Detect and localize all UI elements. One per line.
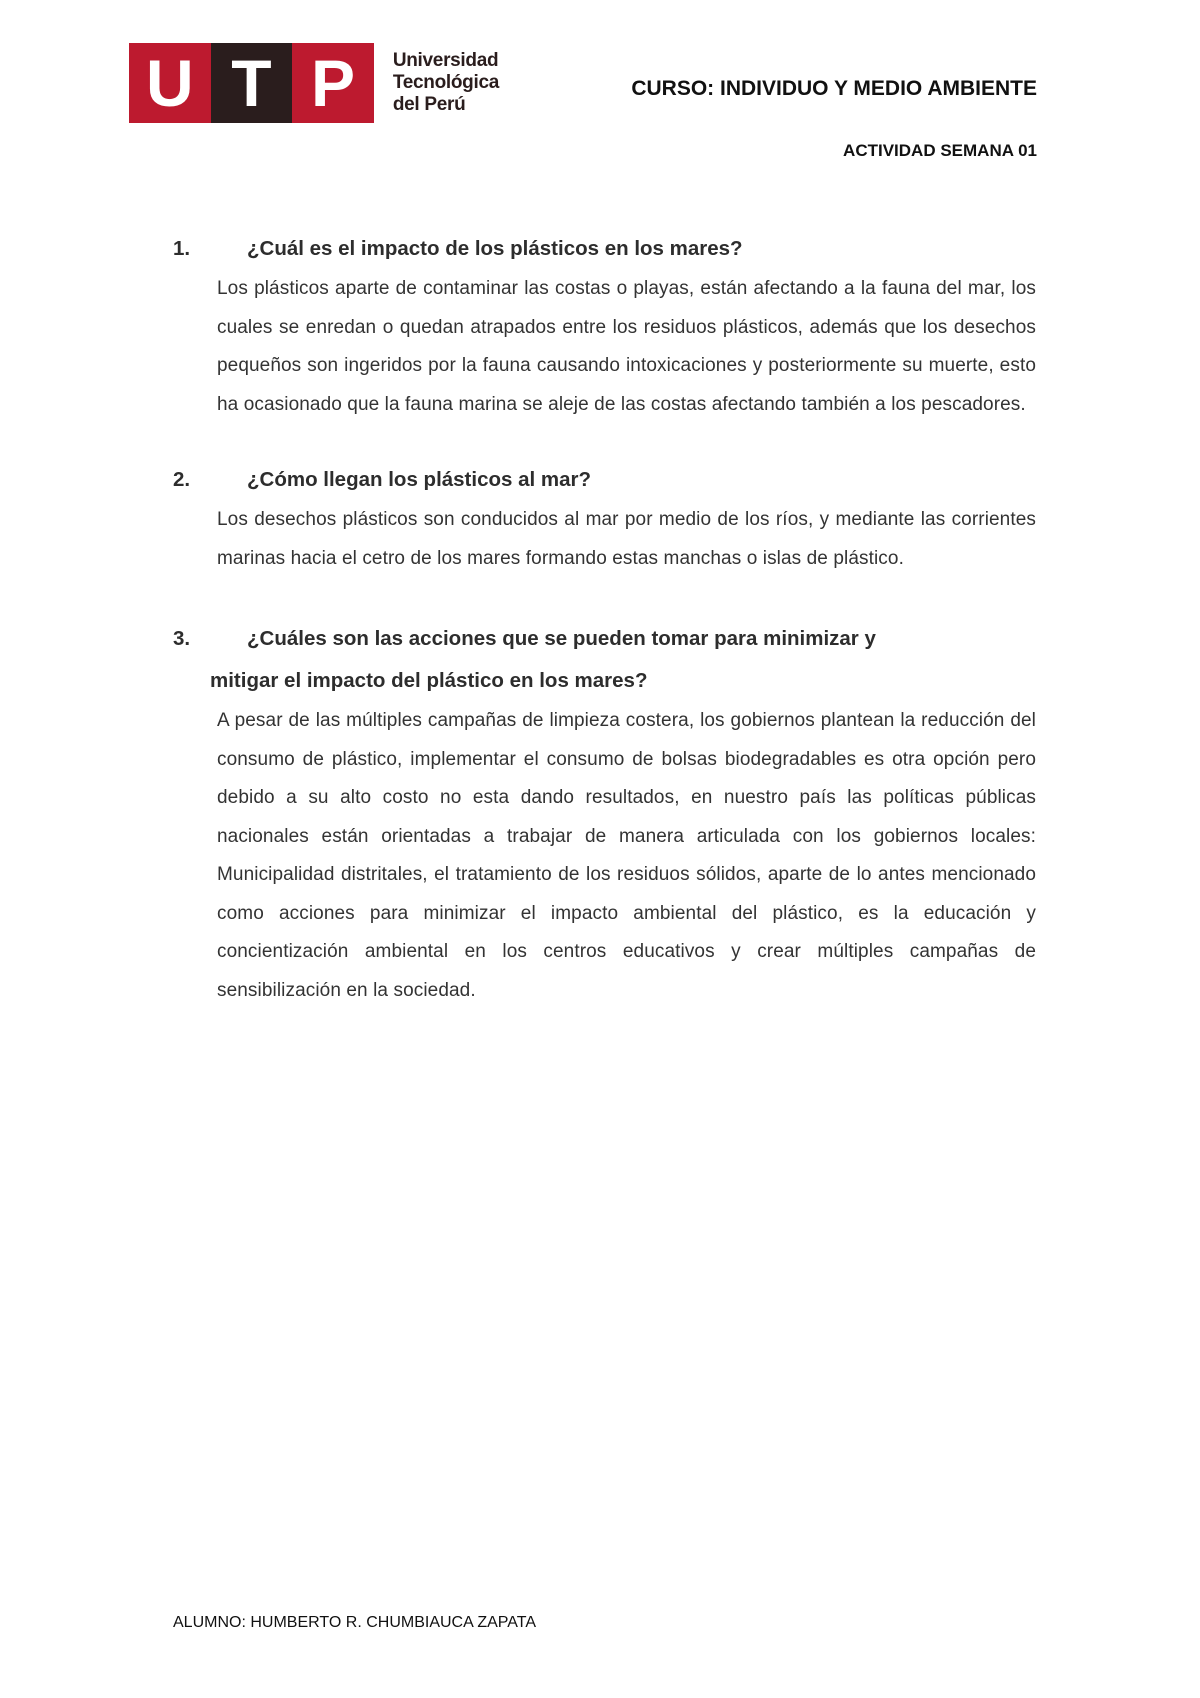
answer-2: Los desechos plásticos son conducidos al mar por medio de los ríos, y mediante las corrientes marinas hacia el cetro de los mares formando estas manchas o islas de plástico. — [217, 509, 1036, 569]
question-2 — [173, 459, 1036, 501]
logo-letter-u: U — [129, 43, 211, 123]
document-body — [173, 228, 1036, 1010]
answer-3: A pesar de las múltiples campañas de limpieza costera, los gobiernos plantean la reducción del consumo de plástico, implementar el consumo de bolsas biodegradables es otra opción pero debido a su alto costo no esta dando resultados, en nuestro país las políticas públicas nacionales están orientadas a trabajar de manera articulada con los gobiernos locales: Municipalidad distritales, el tratamiento de los residuos sólidos, aparte de lo antes mencionado como acciones para minimizar el impacto ambiental del plástico, es la educación y concientización ambiental en los centros educativos y crear múltiples campañas de sensibilización en la sociedad. — [217, 710, 1036, 1001]
question-3-text-line-1: ¿Cuáles son las acciones que se pueden tomar para minimizar y — [247, 627, 876, 650]
question-3 — [173, 618, 1036, 660]
logo-name-line-2: Tecnológica — [392, 72, 499, 93]
utp-logo — [129, 43, 499, 123]
logo-letter-t: T — [211, 43, 293, 123]
activity-title: ACTIVIDAD SEMANA 01 — [843, 141, 1037, 160]
logo-letter-p: P — [292, 43, 374, 123]
answer-1: Los plásticos aparte de contaminar las costas o playas, están afectando a la fauna del mar, los cuales se enredan o quedan atrapados entre los residuos plásticos, además que los desechos pequeños son ingeridos por la fauna causando intoxicaciones y posteriormente su muerte, esto ha ocasionado que la fauna marina se aleje de las costas afectando también a los pescadores. — [217, 278, 1036, 415]
question-3-number: 3. — [173, 627, 191, 650]
course-title: CURSO: INDIVIDUO Y MEDIO AMBIENTE — [631, 77, 1037, 100]
question-2-number: 2. — [173, 468, 191, 491]
logo-university-name — [393, 43, 499, 123]
question-3-text-line-2: mitigar el impacto del plástico en los mares? — [210, 669, 648, 692]
question-1 — [173, 228, 1036, 270]
question-1-text: ¿Cuál es el impacto de los plásticos en los mares? — [247, 237, 743, 260]
student-name: ALUMNO: HUMBERTO R. CHUMBIAUCA ZAPATA — [173, 1614, 537, 1631]
question-1-number: 1. — [173, 237, 191, 260]
logo-name-line-3: del Perú — [392, 94, 466, 115]
logo-name-line-1: Universidad — [392, 50, 499, 71]
question-2-text: ¿Cómo llegan los plásticos al mar? — [247, 468, 592, 491]
